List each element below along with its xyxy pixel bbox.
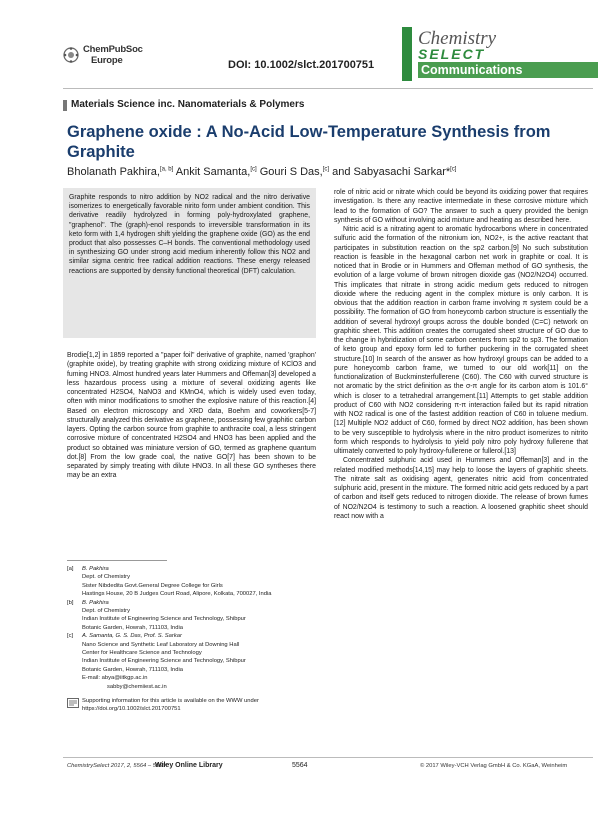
- header-divider: [63, 88, 593, 89]
- doi-label[interactable]: DOI: 10.1002/slct.201700751: [228, 59, 375, 71]
- affiliations: [67, 565, 319, 691]
- abstract-text: Graphite responds to nitro addition by NO2 radical and the nitro derivative isomerizes to energetically favorable nirito form under ambient condition. This derivative readily hydrolyzed in forming poly-hydroxylated graphene, "graphenol". The (graph)-enol responds to irreversible transformation in its keto form with 1,4 hydrogen shift yielding the graphene oxide (GO) as the end product that also possesses C–H bonds. The conventional methodology used in synthesizing GO under strong acid medium inherently follow this NO2 and similar sigma centric free radical addition reactions. These energy released reactions are supported by density functional theoretical (DFT) calculation.: [69, 194, 310, 275]
- supporting-info-text[interactable]: Supporting information for this article is available on the WWW under https://doi.org/10.1002/slct.201700751: [82, 698, 259, 713]
- author-list: [67, 166, 456, 178]
- author-affiliation: [c]: [322, 166, 330, 173]
- body-right-column: [334, 188, 588, 521]
- author-name: Bholanath Pakhira,: [67, 166, 160, 178]
- page-number: 5564: [292, 762, 308, 769]
- chempubsoc-text: ChemPubSoc Europe: [83, 44, 143, 66]
- article-title: Graphene oxide : A No-Acid Low-Temperature Synthesis from Graphite: [67, 123, 551, 161]
- body-paragraph: Concentrated sulphuric acid used in Hummers and Offeman[3] and in the related modified methods[14,15] may help to loose the layers of graphitic sheets. The nitrate salt as oxidising agent, generates nitric acid from concentrated sulphuric acid, present in the mixture. The formed nitric acid gets reduced by a part of carbon and itself gets reduced to nitrogen dioxide. The release of brown fumes of NO2/N2O4 is testimony to such a reaction. A loosened graphitic sheet should react now with a: [334, 457, 588, 520]
- footer-library[interactable]: Wiley Online Library: [155, 762, 223, 769]
- supporting-info-icon: [67, 698, 79, 708]
- affiliation-line: Sister Nibdedita Govt.General Degree College for Girls: [82, 582, 223, 589]
- author-affiliation: [a, b]: [159, 166, 174, 173]
- affiliation-email[interactable]: E-mail: abya@iitkgp.ac.in: [82, 675, 148, 682]
- abstract-box: [63, 188, 316, 338]
- footer-citation: ChemistrySelect 2017, 2, 5564 – 5569: [67, 763, 166, 769]
- affiliation-email[interactable]: sabby@chemiiest.ac.in: [107, 683, 167, 690]
- affiliation-line: Indian Institute of Engineering Science and Technology, Shibpur: [82, 658, 246, 665]
- affiliation-line: Indian Institute of Engineering Science and Technology, Shibpur: [82, 616, 246, 623]
- supporting-info[interactable]: [67, 697, 319, 714]
- affiliation-line: [c] A. Samanta, G. S. Das, Prof. S. Sarkar: [67, 633, 182, 640]
- affiliation-line: Dept. of Chemistry: [82, 574, 130, 581]
- chempubsoc-mark-icon: [63, 47, 79, 63]
- logo-title: Chemistry: [418, 28, 497, 49]
- affiliation-line: Center for Healthcare Science and Technology: [82, 650, 202, 657]
- body-left-column: [67, 351, 316, 481]
- body-paragraph: Nitric acid is a nitrating agent to aromatic hydrocarbons where in concentrated sulfuric acid the formation of the nitronium ion, NO2+, is the active reactant that participates in substitution reaction on the sp2 carbon.[9] No such substitution reaction is feasible in the hexagonal carbon net work in graphite or coal. It is noticed that in Brodie or in Hummers and Offeman method of GO synthesis, the evolution of a large volume of brown nitrogen dioxide gas (NO2/N2O4) occurred. This implicates that nitrate in strong acidic medium gets reduced to nitrogen dioxide where the reducing agent in the complex mixture is only carbon. It is obvious that the addition reaction in carbon frame involving π system could be a possibility. The formation of GO from honeycomb carbon structure is essentially the addition of several hydroxyl groups across the double bonded (C=C) network on graphitic sheet. This addition creates the corrugated sheet structure of GO due to the change in hybridization of some carbon centers from sp2 to sp3. The formation of keto group and epoxy form led to further puckering in the corrugated sheet structure.[10] In search of the answer as how hydroxyl groups can be added to a pure honeycomb carbon frame, we turned to our old work[11] on the functionalization of Buckminsterfullerene (C60). The C60 with curved structure is not aromatic by the strict definition as the σ-π angle for its carbon atom is 101.6° which is closer to a tetrahedral arrangement.[11] Attempts to get stable addition product of C60 with NO2 considering π-π interaction failed but its rapid nitration with NO2 radical is one of the fastest addition reaction of C60 in toluene medium.[12] Multiple NO2 adduct of C60, formed by direct NO2 addition, has been shown to be very susceptible to hydrolysis where in the nitro product isomerizes to nitrito form which responds to hydrolysis to yield poly nitro poly hydroxy fullerene that ultimately converted to poly hydroxy-fullerene or fullerol.[13]: [334, 226, 588, 455]
- logo-green-bar: [402, 27, 412, 81]
- affiliation-line: Botanic Garden, Howrah, 711103, India: [82, 624, 183, 631]
- affiliation-line: Botanic Garden, Howrah, 711103, India: [82, 666, 183, 673]
- affiliation-line: Hastings House, 20 B Judges Court Road, Alipore, Kolkata, 700027, India: [82, 591, 272, 598]
- category-marker: [63, 100, 67, 111]
- affiliations-divider: [67, 560, 167, 561]
- affiliation-line: Nano Science and Synthetic Leaf Laboratory at Downing Hall: [82, 641, 240, 648]
- logo-section: Communications: [418, 62, 598, 78]
- category-label: Materials Science inc. Nanomaterials & Polymers: [71, 99, 305, 110]
- affiliation-line: Dept. of Chemistry: [82, 608, 130, 615]
- author-name: Ankit Samanta,: [173, 166, 251, 178]
- author-affiliation: [c]: [450, 166, 457, 173]
- chemistryselect-logo: [402, 27, 598, 81]
- body-paragraph: Brodie[1,2] in 1859 reported a "paper foil" derivative of graphite, named 'graphon' (graphite oxide), by treating graphite with strong oxidizing mixture of KClO3 and fuming HNO3. Almost hundred years later Hummers and Offeman[3] developed a less hazardous process using a mixture of several oxidizing agents like concentrated H2SO4, NaNO3 and KMnO4, which is widely used even today, often with minor modifications to smother the explosive nature of this reaction.[4] Based on electron microscopy and XRD data, Boehm and coworkers[5-7] structurally analyzed this derivative as graphene, possessing few graphitic carbon layers. Opting the carbon source from graphite to anthracite coal, a less stringent corrosive mixture of concentrated H2SO4 and HNO3 has been applied and the product so obtained was miniature version of GO, termed as graphene quantum dot.[8] From the low grade coal, the native GO[7] has been shown to be separated by simply treating with dilute HNO3. In all these GO syntheses there may be an extra: [67, 352, 316, 480]
- affiliation-line: [b] B. Pakhira: [67, 599, 109, 606]
- chempubsoc-logo: [63, 44, 143, 72]
- author-name: Gouri S Das,: [256, 166, 323, 178]
- author-affiliation: [c]: [250, 166, 257, 173]
- affiliation-line: [a] B. Pakhira: [67, 566, 109, 572]
- author-name: and Sabyasachi Sarkar*: [329, 166, 451, 178]
- footer-divider: [63, 757, 593, 758]
- footer-copyright: © 2017 Wiley-VCH Verlag GmbH & Co. KGaA, Weinheim: [420, 763, 568, 769]
- logo-subtitle: SELECT: [418, 46, 486, 62]
- body-paragraph: role of nitric acid or nitrate which could be beyond its oxidizing power that requires investigation. Is there any reactive intermediate in these corrosive mixture which lead to the formation of GO? The answer to such a query provided the benign synthesis of GO without involving acid mixture and heating as described here.: [334, 189, 588, 224]
